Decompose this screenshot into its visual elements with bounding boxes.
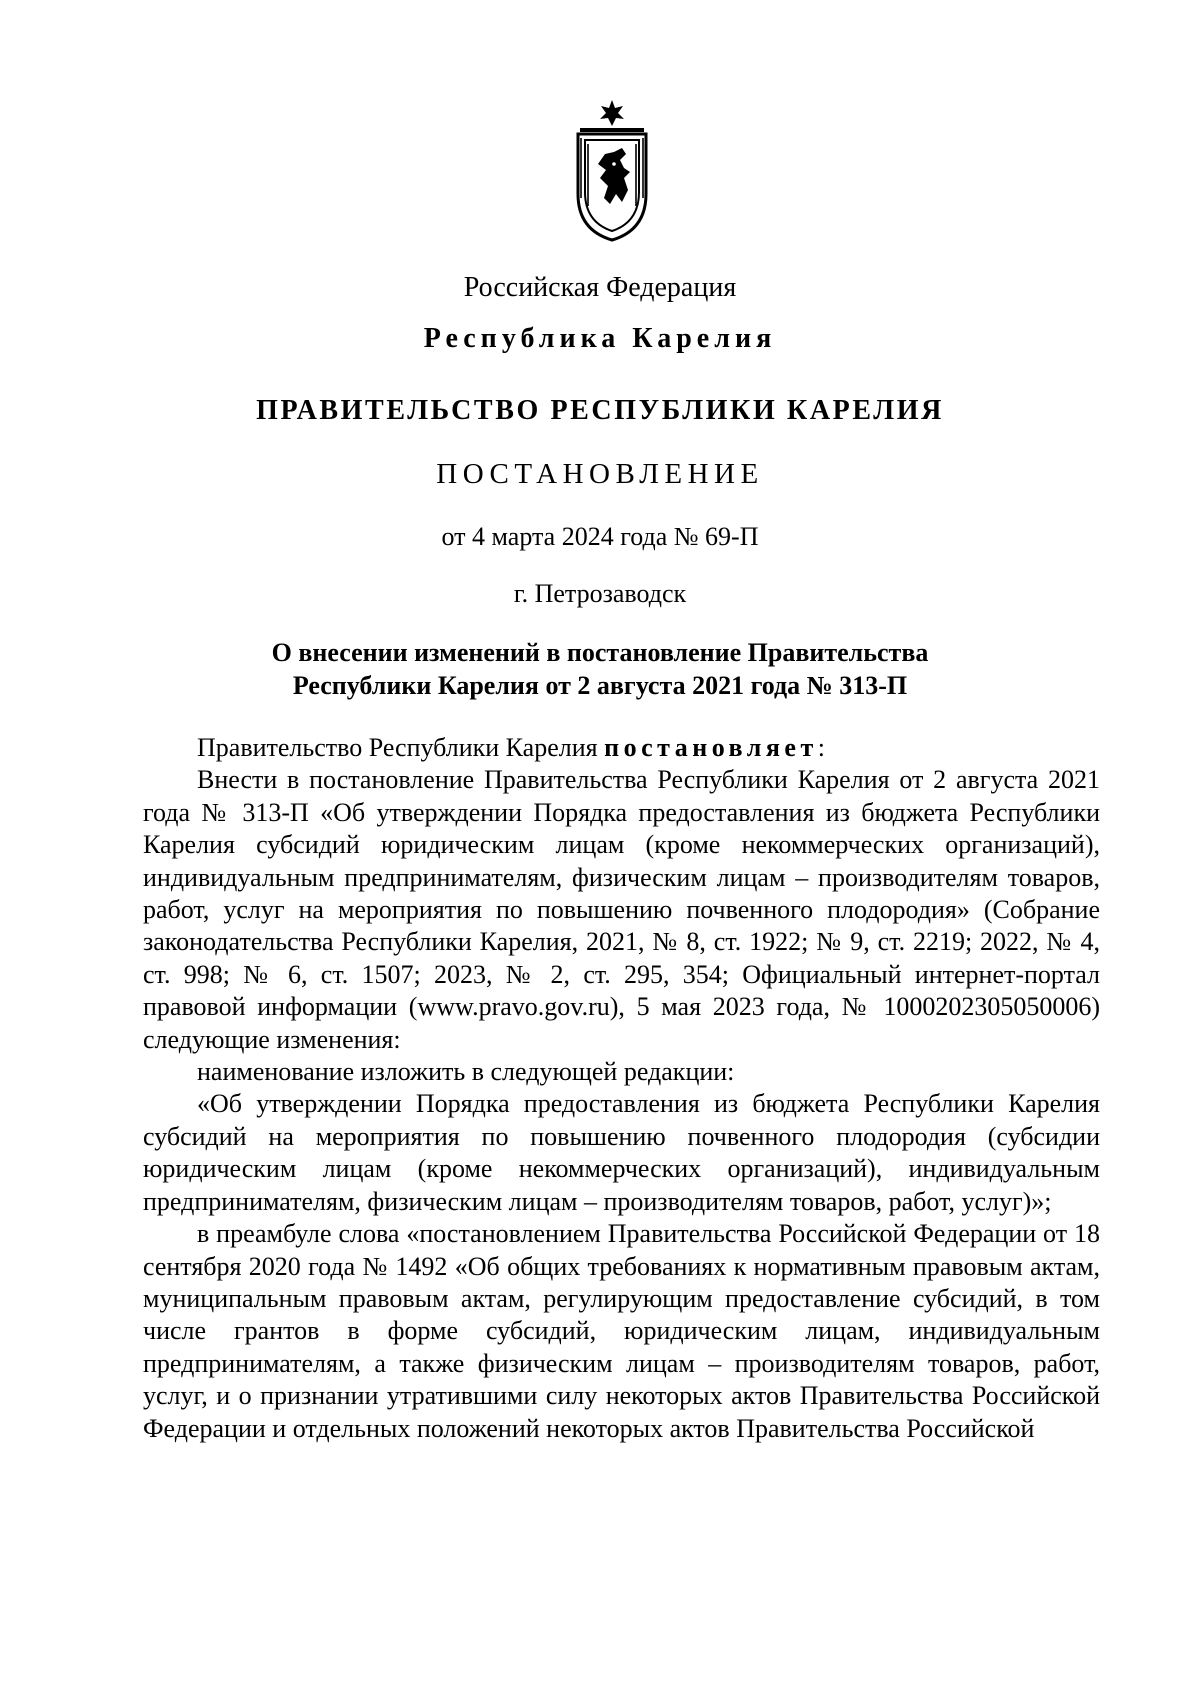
government-title: ПРАВИТЕЛЬСТВО РЕСПУБЛИКИ КАРЕЛИЯ [256, 395, 944, 426]
intro-colon: : [817, 733, 825, 762]
intro-text: Правительство Республики Карелия [197, 733, 605, 762]
intro-paragraph [143, 732, 1100, 764]
document-type: ПОСТАНОВЛЕНИЕ [436, 458, 764, 490]
document-city: г. Петрозаводск [513, 579, 687, 608]
resolves-word: постановляет [604, 733, 818, 762]
document-body [143, 732, 1100, 1445]
document-subject [0, 636, 1200, 702]
paragraph-2: наименование изложить в следующей редакции: [197, 1057, 735, 1087]
paragraph-4: в преамбуле слова «постановлением Правительства Российской Федерации от 18 сентября 2020 года № 1492 «Об общих требованиях к нормативным правовым актам, муниципальным правовым актам, регулирующим предоставление субсидий, в том числе грантов в форме субсидий, юридическим лицам, индивидуальным предпринимателям, а также физическим лицам – производителям товаров, работ, услуг, и о признании утратившими силу некоторых актов Правительства Российской Федерации и отдельных положений некоторых актов Правительства Российской [143, 1219, 1100, 1443]
republic-name: Республика Карелия [423, 323, 777, 354]
document-date-number: от 4 марта 2024 года № 69-П [441, 522, 759, 551]
coat-of-arms-icon [570, 98, 654, 243]
subject-line-2: Республики Карелия от 2 августа 2021 года № 313-П [292, 671, 908, 700]
paragraph-1: Внести в постановление Правительства Республики Карелия от 2 августа 2021 года № 313-П «Об утверждении Порядка предоставления из бюджета Республики Карелия субсидий юридическим лицам (кроме некоммерческих организаций), индивидуальным предпринимателям, физическим лицам – производителям товаров, работ, услуг на мероприятия по повышению почвенного плодородия» (Собрание законодательства Республики Карелия, 2021, № 8, ст. 1922; № 9, ст. 2219; 2022, № 4, ст. 998; № 6, ст. 1507; 2023, № 2, ст. 295, 354; Официальный интернет-портал правовой информации (www.pravo.gov.ru), 5 мая 2023 года, № 1000202305050006) следующие изменения: [143, 765, 1100, 1054]
paragraph-3: «Об утверждении Порядка предоставления из бюджета Республики Карелия субсидий на мероприятия по повышению почвенного плодородия (субсидии юридическим лицам (кроме некоммерческих организаций), индивидуальным предпринимателям, физическим лицам – производителям товаров, работ, услуг)»; [143, 1089, 1100, 1216]
subject-line-1: О внесении изменений в постановление Правительства [271, 638, 929, 667]
country-name: Российская Федерация [463, 272, 737, 303]
